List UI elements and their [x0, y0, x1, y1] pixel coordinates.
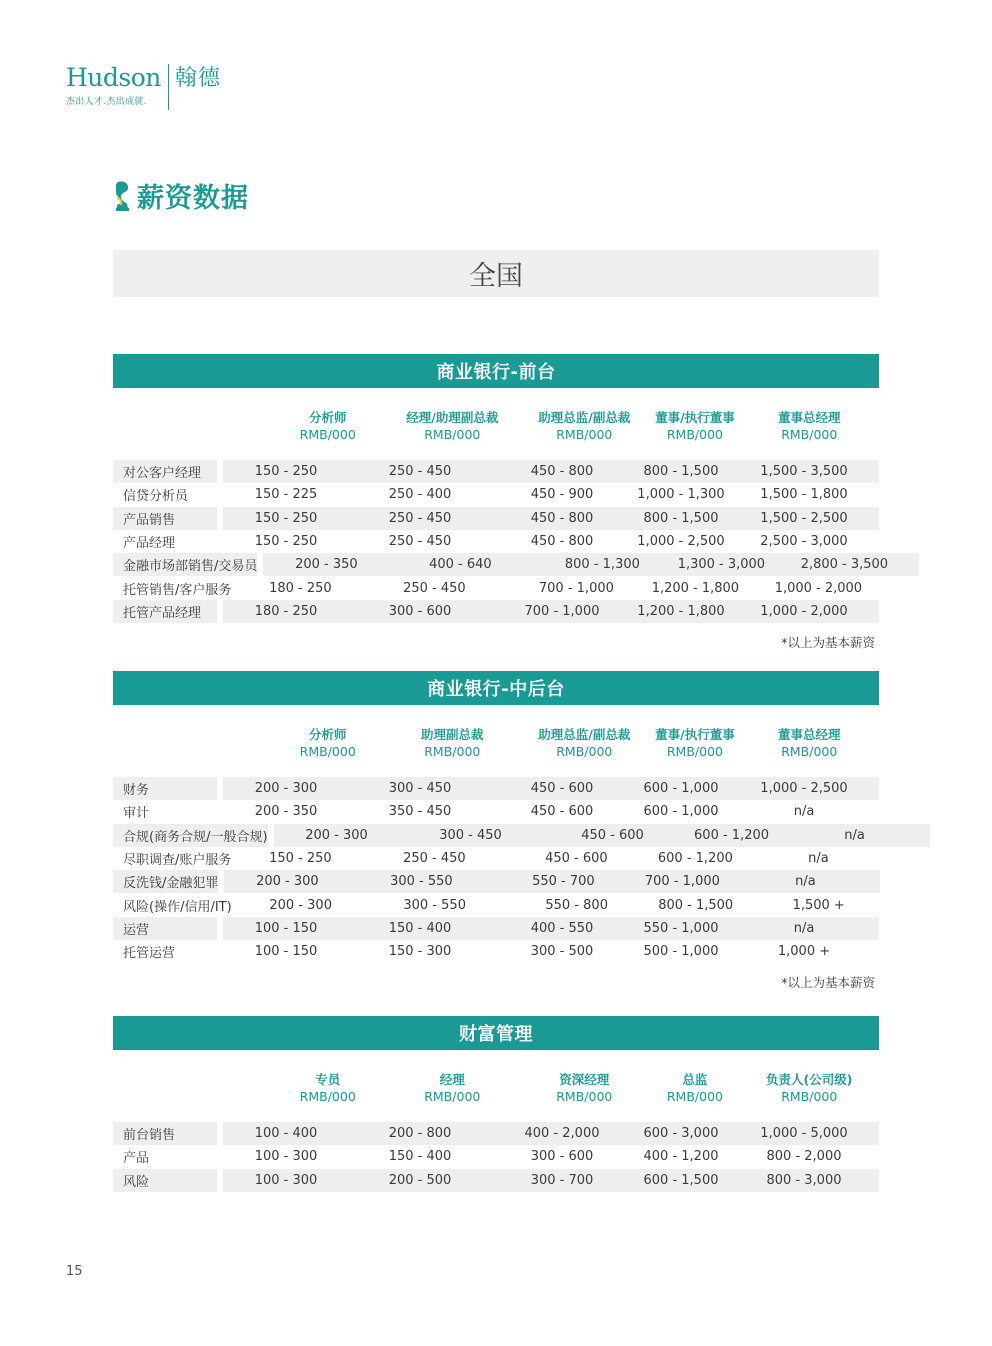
table-cell: 700 - 1,000: [524, 603, 600, 619]
row-label: 运营: [113, 917, 217, 940]
table-cell: 100 - 150: [254, 944, 318, 960]
table-cell: 600 - 1,200: [694, 827, 770, 843]
column-header: 经理/助理副总裁 RMB/000: [406, 410, 499, 442]
table-cell: 400 - 2,000: [524, 1126, 600, 1142]
table-row: [113, 600, 879, 623]
table-wealth-management: [113, 1016, 879, 1192]
table-cell: 450 - 800: [530, 534, 594, 550]
table-cell: 250 - 450: [403, 851, 466, 867]
table-row: [113, 530, 879, 553]
table-title: 商业银行-中后台: [113, 671, 879, 705]
hudson-logo: [66, 64, 221, 110]
table-cell: 800 - 2,000: [766, 1149, 842, 1165]
table-cell: 250 - 450: [388, 510, 452, 526]
table-cell: 450 - 900: [530, 487, 594, 503]
column-header: 董事/执行董事 RMB/000: [655, 410, 735, 442]
table-row: [113, 460, 879, 483]
column-header: 助理总监/副总裁 RMB/000: [538, 727, 631, 759]
table-cell: 2,500 - 3,000: [760, 534, 848, 550]
section-title: [113, 176, 249, 215]
table-cell: 1,000 - 2,500: [637, 534, 725, 550]
table-row: [113, 483, 879, 506]
row-label: 托管运营: [123, 946, 176, 962]
table-cell: 450 - 600: [530, 804, 594, 820]
table-row: [113, 576, 879, 599]
table-cell: n/a: [795, 874, 816, 890]
row-label: 反洗钱/金融犯罪: [113, 870, 218, 893]
table-cell: 300 - 600: [388, 603, 452, 619]
logo-divider: [168, 64, 169, 110]
column-header: 董事总经理 RMB/000: [778, 410, 841, 442]
table-cell: 300 - 700: [530, 1172, 594, 1188]
table-cell: 350 - 450: [388, 804, 452, 820]
table-cell: 1,500 - 1,800: [760, 487, 848, 503]
row-label: 产品经理: [123, 536, 176, 552]
table-cell: 200 - 500: [388, 1172, 452, 1188]
table-cell: 300 - 600: [530, 1149, 594, 1165]
table-cell: 700 - 1,000: [538, 580, 614, 596]
table-cell: 400 - 640: [429, 557, 492, 573]
table-cell: 100 - 400: [254, 1126, 318, 1142]
region-label: 全国: [469, 261, 523, 292]
table-row: [113, 507, 879, 530]
table-cell: 180 - 250: [254, 603, 318, 619]
table-row: [113, 870, 879, 893]
row-label: 金融市场部销售/交易员: [113, 553, 257, 576]
table-header: [113, 388, 879, 460]
table-header: [113, 1050, 879, 1122]
column-header: 经理 RMB/000: [424, 1072, 481, 1104]
table-cell: 450 - 800: [530, 510, 594, 526]
table-cell: 1,200 - 1,800: [637, 603, 725, 619]
table-cell: 400 - 550: [530, 920, 594, 936]
table-row: [113, 1145, 879, 1168]
table-cell: 150 - 250: [269, 851, 332, 867]
chess-knight-icon: [113, 178, 133, 214]
section-title-text: 薪资数据: [137, 183, 249, 214]
column-header: 专员 RMB/000: [299, 1072, 356, 1104]
table-cell: 150 - 400: [388, 920, 452, 936]
table-cell: 1,000 - 5,000: [760, 1126, 848, 1142]
column-header: 董事/执行董事 RMB/000: [655, 727, 735, 759]
table-cell: 300 - 550: [390, 874, 453, 890]
table-cell: 600 - 1,500: [643, 1172, 719, 1188]
table-cell: 200 - 800: [388, 1126, 452, 1142]
table-header: [113, 705, 879, 777]
table-cell: 150 - 250: [254, 510, 318, 526]
row-label: 尽职调查/账户服务: [123, 853, 232, 869]
table-cell: 300 - 450: [388, 781, 452, 797]
column-header: 分析师 RMB/000: [299, 410, 356, 442]
table-cell: 200 - 300: [305, 827, 368, 843]
table-cell: n/a: [793, 804, 815, 820]
table-cell: 600 - 1,000: [643, 781, 719, 797]
table-cell: 300 - 450: [439, 827, 502, 843]
table-cell: 150 - 225: [254, 487, 318, 503]
row-label: 对公客户经理: [113, 460, 217, 483]
column-header: 董事总经理 RMB/000: [778, 727, 841, 759]
table-cell: 150 - 250: [254, 534, 318, 550]
table-note: *以上为基本薪资: [781, 635, 875, 651]
table-cell: 450 - 800: [530, 464, 594, 480]
region-banner: [113, 250, 879, 297]
table-cell: 250 - 450: [403, 580, 466, 596]
table-cell: 600 - 3,000: [643, 1126, 719, 1142]
table-cell: 250 - 450: [388, 464, 452, 480]
table-cell: 450 - 600: [530, 781, 594, 797]
table-row: [113, 940, 879, 963]
table-cell: 600 - 1,200: [657, 851, 733, 867]
row-label: 审计: [123, 806, 150, 822]
table-cell: 200 - 350: [254, 804, 318, 820]
table-cell: 200 - 350: [295, 557, 358, 573]
row-label: 风险: [113, 1169, 217, 1192]
row-label: 财务: [113, 777, 217, 800]
table-cell: 700 - 1,000: [644, 874, 720, 890]
column-header: 助理总监/副总裁 RMB/000: [538, 410, 631, 442]
table-cell: 1,000 +: [777, 944, 831, 960]
table-row: [113, 1122, 879, 1145]
table-cell: 1,000 - 2,500: [760, 781, 848, 797]
table-cell: 1,500 - 3,500: [760, 464, 848, 480]
table-cell: 100 - 300: [254, 1172, 318, 1188]
table-cell: 1,500 +: [792, 897, 845, 913]
table-cell: 450 - 600: [581, 827, 644, 843]
column-header: 总监 RMB/000: [666, 1072, 723, 1104]
table-cell: 800 - 3,000: [766, 1172, 842, 1188]
table-row: [113, 777, 879, 800]
row-label: 信贷分析员: [123, 489, 189, 505]
logo-chinese-name: 翰德: [174, 66, 221, 91]
table-cell: 150 - 300: [388, 944, 452, 960]
row-label: 托管产品经理: [113, 600, 217, 623]
row-label: 托管销售/客户服务: [123, 582, 232, 598]
table-row: [113, 917, 879, 940]
table-row: [113, 1169, 879, 1192]
logo-wordmark: Hudson: [66, 63, 161, 92]
row-label: 合规(商务合规/一般合规): [113, 824, 268, 847]
page-number: 15: [66, 1264, 83, 1279]
table-cell: 180 - 250: [269, 580, 332, 596]
table-cell: 500 - 1,000: [643, 944, 719, 960]
table-cell: 150 - 400: [388, 1149, 452, 1165]
logo-tagline: 杰出人才.杰出成就.: [66, 97, 147, 107]
table-title: 商业银行-前台: [113, 354, 879, 388]
table-title: 财富管理: [113, 1016, 879, 1050]
table-row: [113, 800, 879, 823]
table-cell: 800 - 1,500: [643, 464, 719, 480]
table-cell: 200 - 300: [269, 897, 332, 913]
table-cell: 2,800 - 3,500: [800, 557, 889, 573]
table-cell: 1,000 - 2,000: [760, 603, 848, 619]
column-header: 资深经理 RMB/000: [556, 1072, 613, 1104]
table-cell: n/a: [793, 920, 815, 936]
table-cell: 1,300 - 3,000: [677, 557, 766, 573]
table-cell: 150 - 250: [254, 464, 318, 480]
table-cell: 1,500 - 2,500: [760, 510, 848, 526]
table-cell: 200 - 300: [254, 781, 318, 797]
row-label: 前台销售: [113, 1122, 217, 1145]
table-cell: 250 - 400: [388, 487, 452, 503]
table-row: [113, 893, 879, 916]
table-cell: 300 - 550: [403, 897, 466, 913]
table-cell: 550 - 1,000: [643, 920, 719, 936]
table-cell: 300 - 500: [530, 944, 594, 960]
table-cell: 550 - 800: [545, 897, 608, 913]
table-cell: 600 - 1,000: [643, 804, 719, 820]
table-middle-back-office: [113, 671, 879, 991]
table-cell: 1,200 - 1,800: [651, 580, 740, 596]
table-cell: 800 - 1,500: [658, 897, 734, 913]
table-cell: 800 - 1,300: [564, 557, 640, 573]
table-cell: 550 - 700: [532, 874, 595, 890]
table-cell: n/a: [808, 851, 829, 867]
table-cell: 800 - 1,500: [643, 510, 719, 526]
column-header: 负责人(公司级) RMB/000: [766, 1072, 853, 1104]
table-cell: 400 - 1,200: [643, 1149, 719, 1165]
table-cell: 250 - 450: [388, 534, 452, 550]
table-cell: 1,000 - 2,000: [774, 580, 863, 596]
table-cell: 200 - 300: [256, 874, 319, 890]
table-cell: 100 - 150: [254, 920, 318, 936]
table-cell: 450 - 600: [545, 851, 608, 867]
column-header: 分析师 RMB/000: [299, 727, 356, 759]
row-label: 产品销售: [113, 507, 217, 530]
table-body: [113, 1122, 879, 1192]
table-front-office: [113, 354, 889, 651]
table-body: [113, 777, 879, 963]
table-row: [113, 824, 879, 847]
row-label: 风险(操作/信用/IT): [123, 899, 232, 915]
table-row: [113, 847, 879, 870]
table-body: [113, 460, 889, 623]
table-cell: 100 - 300: [254, 1149, 318, 1165]
column-header: 助理副总裁 RMB/000: [421, 727, 484, 759]
table-cell: n/a: [844, 827, 865, 843]
row-label: 产品: [123, 1151, 150, 1167]
table-row: [113, 553, 889, 576]
table-note: *以上为基本薪资: [781, 975, 875, 991]
table-cell: 1,000 - 1,300: [637, 487, 725, 503]
